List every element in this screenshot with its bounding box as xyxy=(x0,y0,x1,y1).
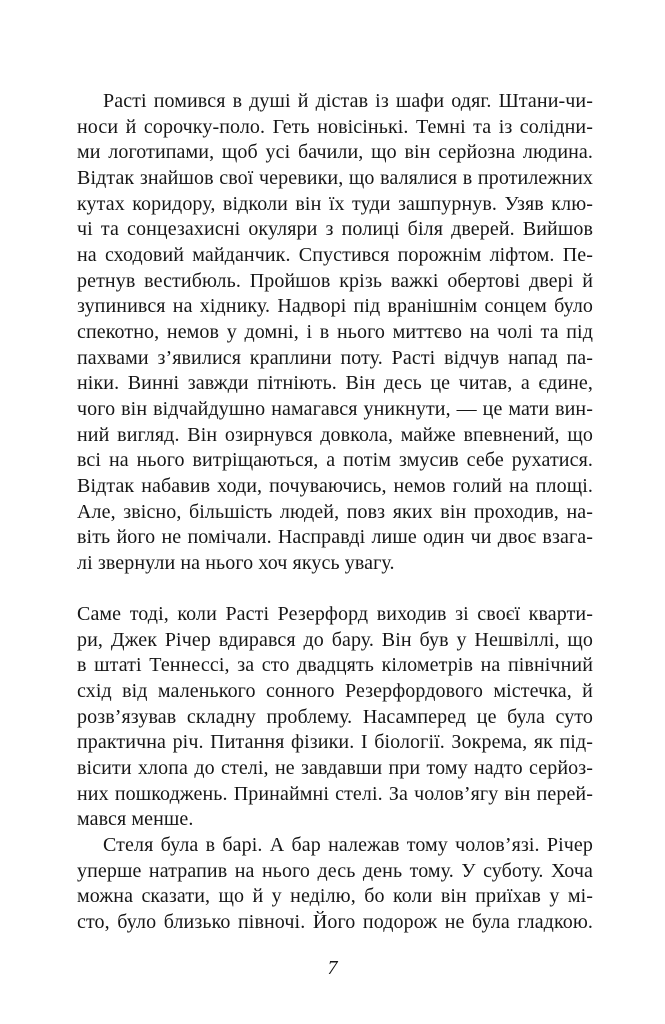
text-line: спекотно, немов у домні, і в нього миттєво на чолі та під xyxy=(77,320,593,343)
text-line: всі на нього витріщаються, а потім змусив себе рухатися. xyxy=(77,449,593,472)
body-text xyxy=(77,89,593,936)
text-line: носи й сорочку-поло. Геть новісінькі. Темні та із солідни- xyxy=(77,115,593,138)
text-line: схід від маленького сонного Резерфордового містечка, й xyxy=(77,680,593,703)
paragraph-2 xyxy=(77,602,593,833)
text-line: в штаті Теннессі, за сто двадцять кілометрів на північний xyxy=(77,654,593,677)
text-line: Расті помився в душі й дістав із шафи одяг. Штани-чи- xyxy=(103,90,593,112)
text-line: ри, Джек Річер вдирався до бару. Він був у Нешвіллі, що xyxy=(77,628,593,651)
text-line: мався менше. xyxy=(77,808,194,831)
text-line: зупинився на хіднику. Надворі під вранішнім сонцем було xyxy=(77,295,593,318)
text-line: Стеля була в барі. А бар належав тому чолов’язі. Річер xyxy=(103,834,593,857)
text-line: віть його не помічали. Насправді лише один чи двоє взага- xyxy=(77,526,593,549)
text-line: вісити хлопа до стелі, не завдавши при тому надто серйоз- xyxy=(77,757,593,780)
text-line: можна сказати, що й у неділю, бо коли він приїхав у мі- xyxy=(77,885,593,908)
paragraph-3 xyxy=(77,833,593,936)
text-line: ніки. Винні завжди пітніють. Він десь це читав, а єдине, xyxy=(77,372,593,395)
text-line: них пошкоджень. Принаймні стелі. За чолов’ягу він перей- xyxy=(77,782,593,805)
text-line: Відтак набавив ходи, почуваючись, немов голий на площі. xyxy=(77,474,593,497)
text-line: розв’язував складну проблему. Насамперед це була суто xyxy=(77,705,593,728)
text-line: на сходовий майданчик. Спустився порожнім ліфтом. Пе- xyxy=(77,243,593,266)
text-line: ми логотипами, щоб усі бачили, що він серйозна людина. xyxy=(77,141,593,164)
paragraph-1 xyxy=(77,89,593,576)
text-line: уперше натрапив на нього десь день тому. У суботу. Хоча xyxy=(77,859,593,882)
text-line: лі звернули на нього хоч якусь увагу. xyxy=(77,551,395,574)
text-line: кутах коридору, відколи він їх туди зашпурнув. Узяв клю- xyxy=(77,192,593,215)
text-line: чі та сонцезахисні окуляри з полиці біля дверей. Вийшов xyxy=(77,218,593,241)
text-line: ний вигляд. Він озирнувся довкола, майже впевнений, що xyxy=(77,423,593,446)
text-line: пахвами з’явилися краплини поту. Расті відчув напад па- xyxy=(77,346,593,369)
text-line: Але, звісно, більшість людей, повз яких він проходив, на- xyxy=(77,500,593,523)
text-line: Відтак знайшов свої черевики, що валялися в протилежних xyxy=(77,166,593,189)
text-line: сто, було близько півночі. Його подорож не була гладкою. xyxy=(77,910,593,933)
text-line: ретнув вестибюль. Пройшов крізь важкі обертові двері й xyxy=(77,269,593,292)
text-line: практична річ. Питання фізики. І біології. Зокрема, як під- xyxy=(77,731,593,754)
text-line: Саме тоді, коли Расті Резерфорд виходив зі своєї кварти- xyxy=(77,603,593,626)
text-line: чого він відчайдушно намагався уникнути, — це мати вин- xyxy=(77,397,593,420)
page-number: 7 xyxy=(327,957,338,979)
